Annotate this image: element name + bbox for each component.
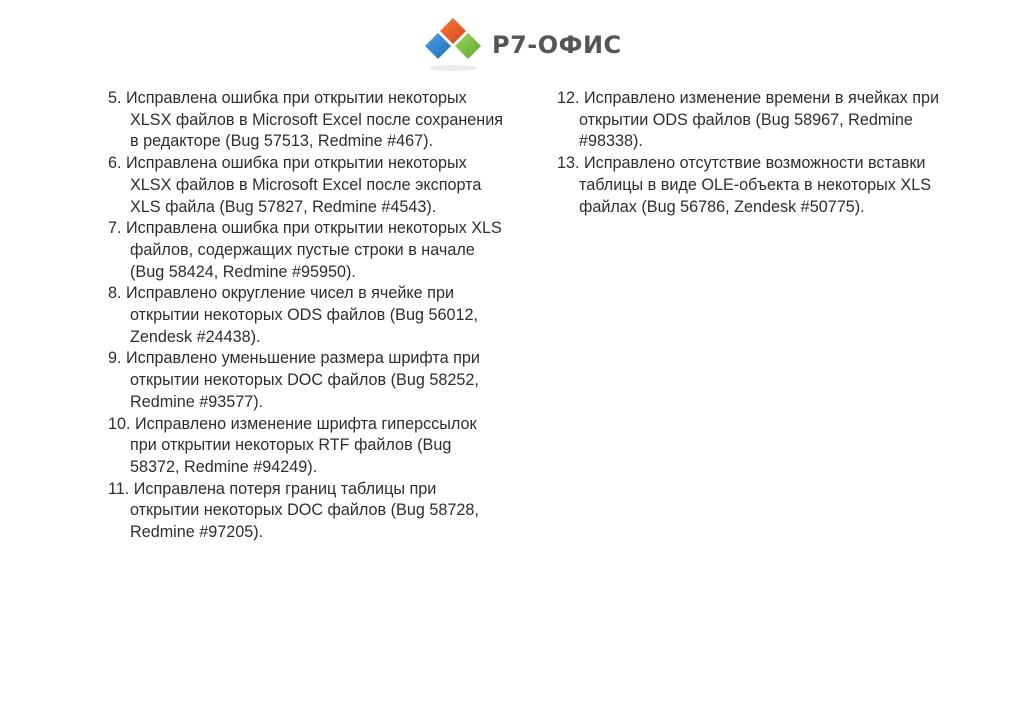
logo-diamonds-icon [420,16,486,74]
left-column [108,88,503,544]
list-item: 12. Исправлено изменение времени в ячейках при открытии ODS файлов (Bug 58967, Redmine #98338). [557,89,940,151]
list-item: 11. Исправлена потеря границ таблицы при открытии некоторых DOC файлов (Bug 58728, Redmine #97205). [108,479,479,542]
list-item: 7. Исправлена ошибка при открытии некоторых XLS файлов, содержащих пустые строки в начале (Bug 58424, Redmine #95950). [108,219,502,281]
list-item: 6. Исправлена ошибка при открытии некоторых XLSX файлов в Microsoft Excel после экспорта XLS файла (Bug 57827, Redmine #4543). [108,154,482,216]
list-item: 8. Исправлено округление чисел в ячейке при открытии некоторых ODS файлов (Bug 56012, Zendesk #24438). [108,284,478,346]
list-item: 13. Исправлено отсутствие возможности вставки таблицы в виде OLE-объекта в некоторых XLS файлах (Bug 56786, Zendesk #50775). [557,154,931,216]
logo [420,14,622,76]
right-column [557,88,952,218]
list-item: 5. Исправлена ошибка при открытии некоторых XLSX файлов в Microsoft Excel после сохранения в редакторе (Bug 57513, Redmine #467). [108,89,504,151]
page-header [0,14,1024,76]
logo-text: Р7-ОФИС [492,31,622,59]
list-item: 9. Исправлено уменьшение размера шрифта при открытии некоторых DOC файлов (Bug 58252, Redmine #93577). [108,349,480,411]
list-item: 10. Исправлено изменение шрифта гиперссылок при открытии некоторых RTF файлов (Bug 58372, Redmine #94249). [108,414,477,476]
logo-shadow [429,65,477,71]
